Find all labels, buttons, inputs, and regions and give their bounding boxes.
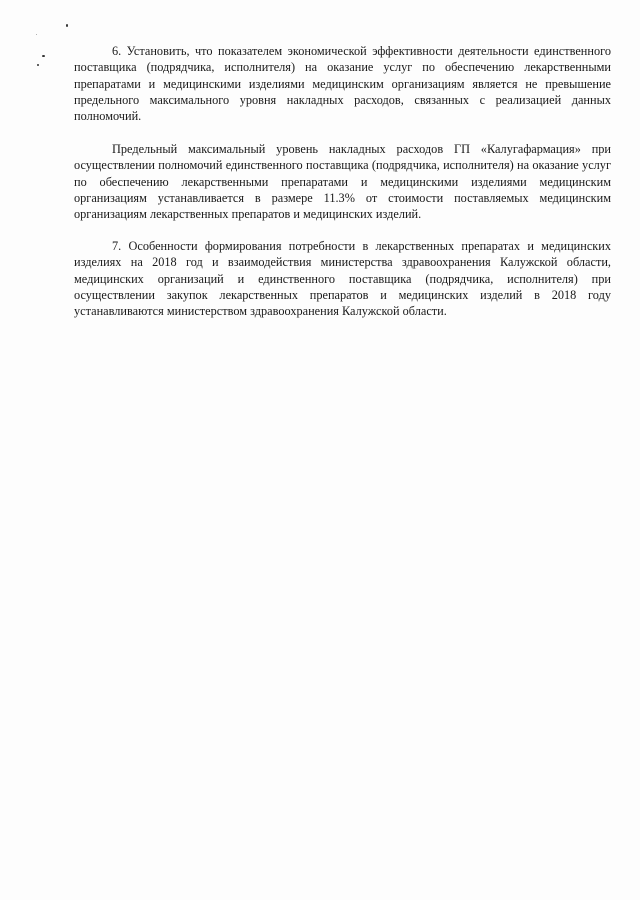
scan-speck [42,55,45,57]
scan-speck [36,34,37,35]
paragraph-6-text: 6. Установить, что показателем экономической эффективности деятельности единственного поставщика (подрядчика, исполнителя) на оказание услуг по обеспечению лекарственными препаратами и медицинскими изделиями медицинским организациям является не превышение предельного максимального уровня накладных расходов, связанных с реализацией данных полномочий. [74,44,611,124]
scan-speck [37,64,39,66]
scan-speck [66,24,68,27]
paragraph-overhead-limit [74,141,611,222]
paragraph-7 [74,238,611,319]
paragraph-7-text: 7. Особенности формирования потребности в лекарственных препаратах и медицинских изделиях на 2018 год и взаимодействия министерства здравоохранения Калужской области, медицинских организаций и единственного поставщика (подрядчика, исполнителя) при осуществлении закупок лекарственных препаратов и медицинских изделий в 2018 году устанавливаются министерством здравоохранения Калужской области. [74,239,611,319]
paragraph-overhead-limit-text: Предельный максимальный уровень накладных расходов ГП «Калугафармация» при осуществлении полномочий единственного поставщика (подрядчика, исполнителя) на оказание услуг по обеспечению лекарственными препаратами и медицинскими изделиями медицинским организациям устанавливается в размере 11.3% от стоимости поставляемых медицинским организациям лекарственных препаратов и медицинских изделий. [74,142,611,222]
paragraph-6 [74,43,611,124]
